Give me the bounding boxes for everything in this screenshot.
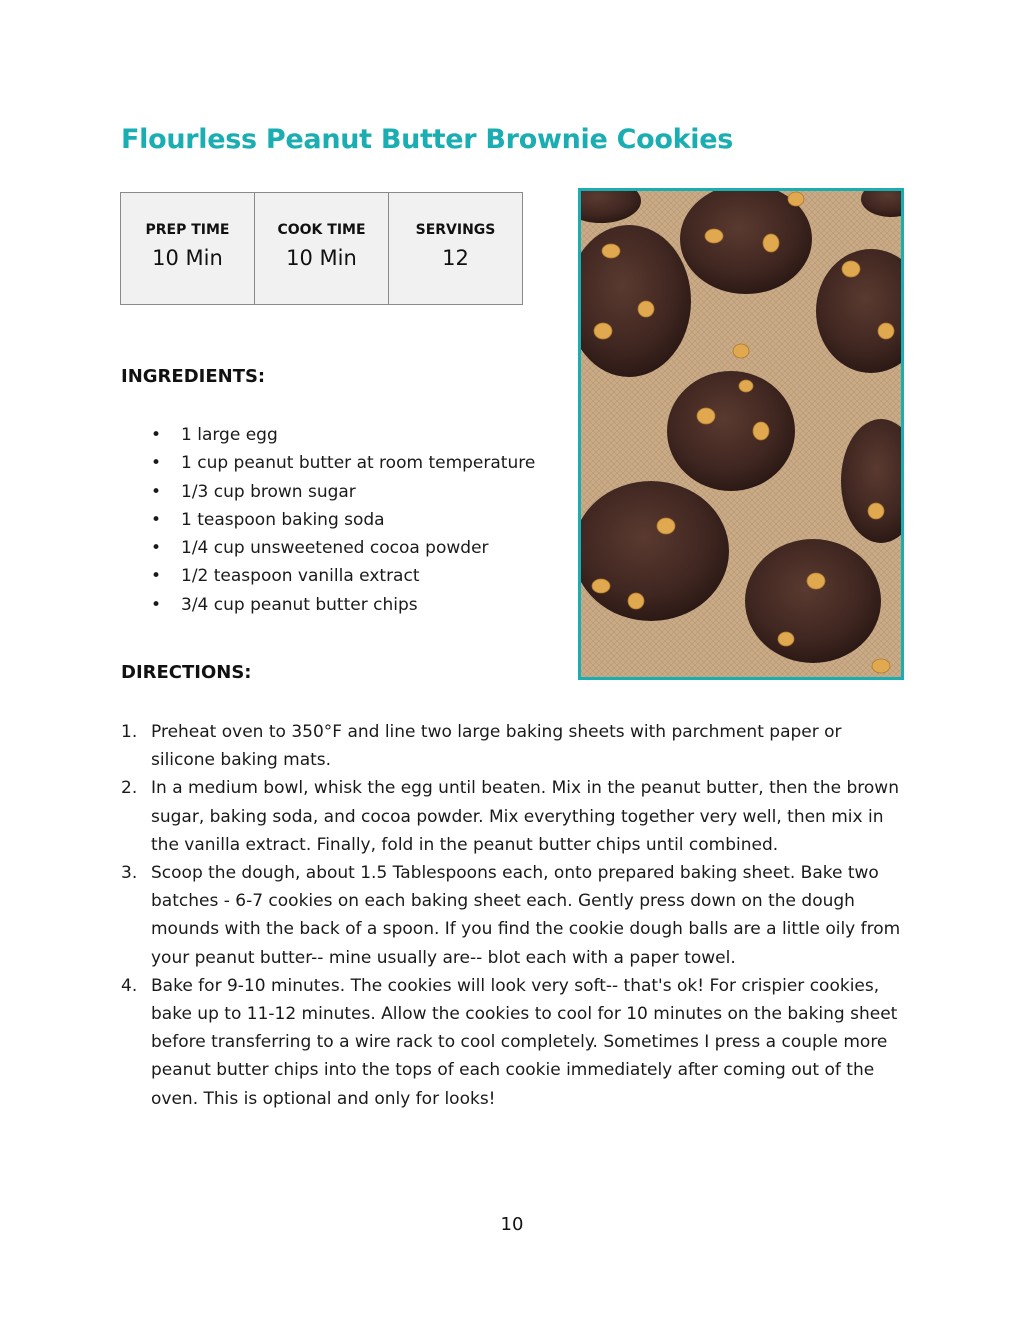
direction-step	[121, 859, 906, 972]
list-item: • 1 cup peanut butter at room temperature	[151, 449, 571, 477]
direction-step	[121, 774, 906, 859]
page-number: 10	[500, 1214, 524, 1235]
step-text: Bake for 9-10 minutes. The cookies will look very soft-- that's ok! For crispier cookies, bake up to 11-12 minutes. Allow the cookies to cool for 10 minutes on the baking sheet before transferring to a wire rack to cool completely. Sometimes I press a couple more peanut butter chips into the tops of each cookie immediately after coming out of the oven. This is optional and only for looks!	[151, 975, 898, 1109]
step-number: 1.	[121, 722, 138, 742]
step-text: Scoop the dough, about 1.5 Tablespoons each, onto prepared baking sheet. Bake two batches - 6-7 cookies on each baking sheet each. Gently press down on the dough mounds with the back of a spoon. If you find the cookie dough balls are a little oily from your peanut butter-- mine usually are-- blot each with a paper towel.	[151, 863, 901, 968]
step-number: 3.	[121, 863, 138, 884]
recipe-stats-table	[120, 192, 523, 305]
servings-label: SERVINGS	[415, 222, 496, 238]
list-item: • 3/4 cup peanut butter chips	[151, 591, 571, 619]
step-text: Preheat oven to 350°F and line two large baking sheets with parchment paper or silicone baking mats.	[151, 722, 842, 771]
list-item: • 1 teaspoon baking soda	[151, 506, 571, 534]
recipe-title: Flourless Peanut Butter Brownie Cookies	[121, 124, 733, 155]
step-number: 2.	[121, 778, 138, 799]
ingredients-heading: INGREDIENTS:	[121, 366, 266, 387]
cookies-photo	[578, 188, 904, 680]
list-item: • 1/4 cup unsweetened cocoa powder	[151, 534, 571, 562]
list-item: • 1/3 cup brown sugar	[151, 478, 571, 506]
servings-value: 12	[442, 246, 469, 270]
cook-time-cell	[255, 193, 389, 305]
direction-step	[121, 718, 906, 774]
cookies-illustration	[581, 191, 901, 677]
servings-cell	[389, 193, 523, 305]
step-text: In a medium bowl, whisk the egg until beaten. Mix in the peanut butter, then the brown sugar, baking soda, and cocoa powder. Mix everything together very well, then mix in the vanilla extract. Finally, fold in the peanut butter chips until combined.	[151, 778, 899, 855]
cook-time-label: COOK TIME	[277, 222, 366, 238]
directions-heading: DIRECTIONS:	[121, 662, 252, 683]
directions-list	[121, 718, 906, 1113]
prep-time-cell	[121, 193, 255, 305]
prep-time-value: 10 Min	[152, 246, 223, 270]
list-item: • 1/2 teaspoon vanilla extract	[151, 562, 571, 590]
step-number: 4.	[121, 975, 138, 996]
list-item: • 1 large egg	[151, 421, 571, 449]
ingredients-list	[151, 421, 571, 619]
direction-step	[121, 972, 906, 1113]
cook-time-value: 10 Min	[286, 246, 357, 270]
prep-time-label: PREP TIME	[145, 222, 230, 238]
